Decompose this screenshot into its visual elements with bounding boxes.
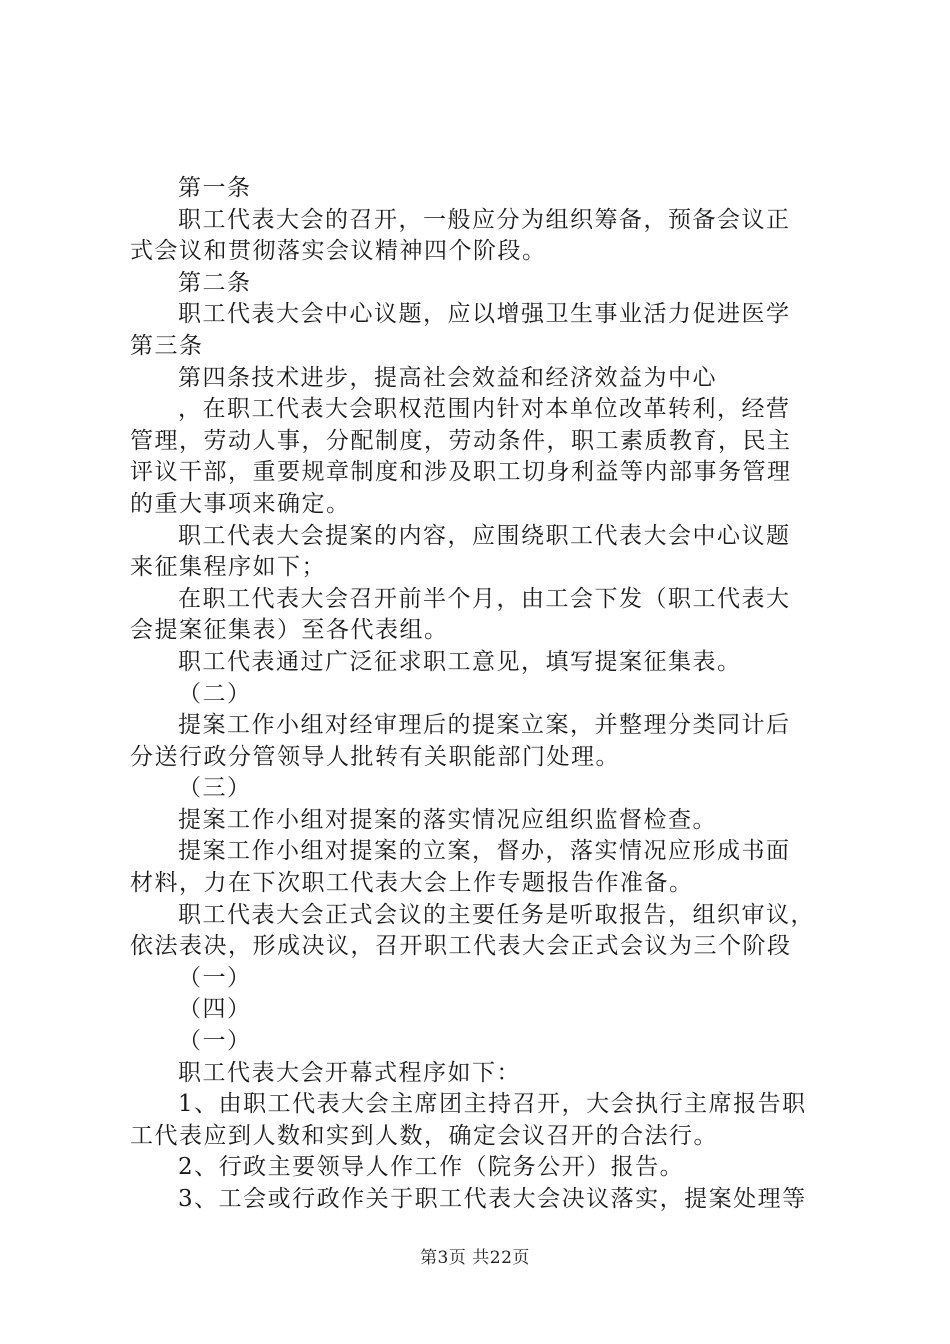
text-line: 依法表决，形成决议，召开职工代表大会正式会议为三个阶段 — [130, 933, 792, 960]
text-line: 职工代表大会的召开，一般应分为组织筹备，预备会议正 — [178, 206, 791, 233]
text-line: 提案工作小组对经审理后的提案立案，并整理分类同计后 — [178, 712, 791, 739]
text-line: 职工代表大会提案的内容，应围绕职工代表大会中心议题 — [178, 522, 791, 549]
text-line: 3、工会或行政作关于职工代表大会决议落实，提案处理等 — [178, 1186, 807, 1212]
text-line: （一） — [178, 964, 252, 991]
text-line: 提案工作小组对提案的立案，督办，落实情况应形成书面 — [178, 838, 791, 865]
text-line: ，在职工代表大会职权范围内针对本单位改革转利，经营 — [178, 396, 791, 423]
text-line: 第二条 — [178, 269, 252, 296]
text-line: 来征集程序如下； — [130, 554, 326, 581]
text-line: 提案工作小组对提案的落实情况应组织监督检查。 — [178, 806, 717, 833]
text-line: 管理，劳动人事，分配制度，劳动条件，职工素质教育，民主 — [130, 427, 792, 454]
text-line: 职工代表大会正式会议的主要任务是听取报告，组织审议， — [178, 901, 815, 928]
text-line: 分送行政分管领导人批转有关职能部门处理。 — [130, 743, 620, 770]
text-line: 第三条 — [130, 332, 204, 359]
text-line: 职工代表通过广泛征求职工意见，填写提案征集表。 — [178, 648, 742, 675]
text-line: 工代表应到人数和实到人数，确定会议召开的合法行。 — [130, 1122, 718, 1149]
text-line: 式会议和贯彻落实会议精神四个阶段。 — [130, 238, 547, 265]
text-line: 会提案征集表）至各代表组。 — [130, 617, 449, 644]
text-line: 职工代表大会中心议题，应以增强卫生事业活力促进医学 — [178, 301, 791, 328]
text-line: 评议干部，重要规章制度和涉及职工切身利益等内部事务管理 — [130, 459, 792, 486]
text-line: 第一条 — [178, 175, 252, 201]
text-line: （三） — [178, 775, 252, 802]
text-line: 的重大事项来确定。 — [130, 490, 351, 517]
text-line: 职工代表大会开幕式程序如下： — [178, 1059, 521, 1086]
text-line: 第四条技术进步，提高社会效益和经济效益为中心 — [178, 364, 717, 391]
page-footer: 第3页 共22页 — [420, 1248, 530, 1268]
text-line: （四） — [178, 996, 252, 1023]
text-line: 2、行政主要领导人作工作（院务公开）报告。 — [178, 1154, 685, 1181]
text-line: 在职工代表大会召开前半个月，由工会下发（职工代表大 — [178, 585, 791, 612]
text-line: 1、由职工代表大会主席团主持召开，大会执行主席报告职 — [178, 1091, 807, 1118]
text-line: （一） — [178, 1028, 252, 1055]
document-body — [130, 173, 835, 1216]
text-line: 材料，力在下次职工代表大会上作专题报告作准备。 — [130, 870, 694, 897]
text-line: （二） — [178, 680, 252, 707]
